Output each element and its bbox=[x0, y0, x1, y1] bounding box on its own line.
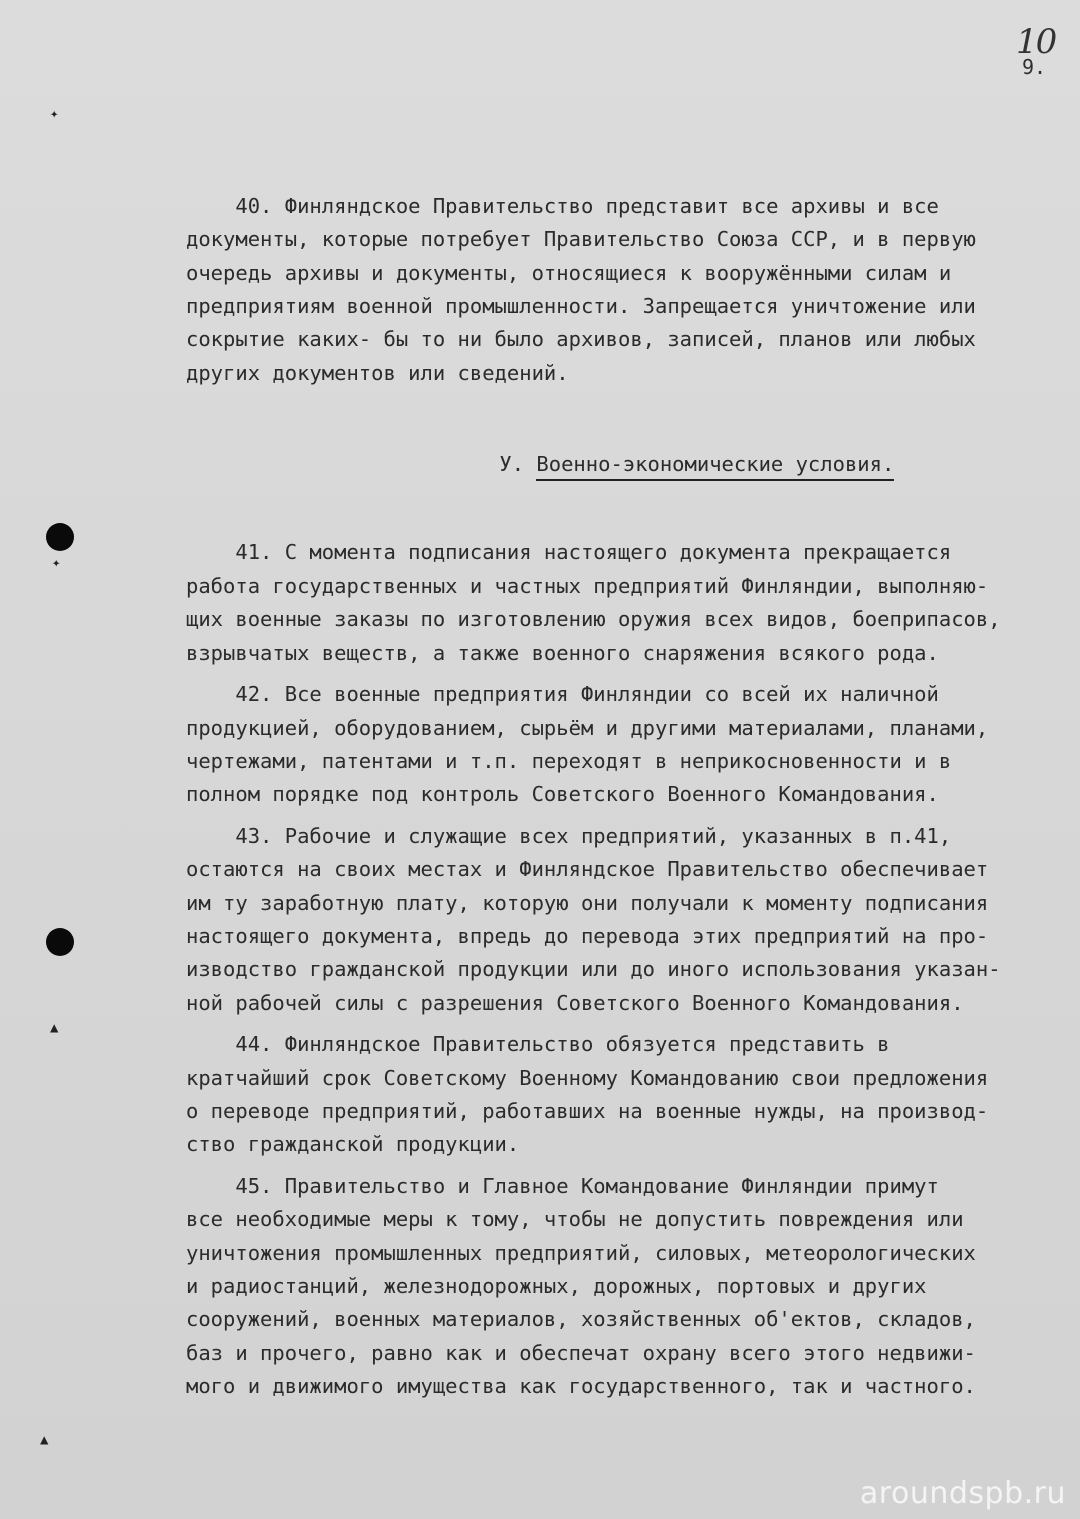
text-line: настоящего документа, впредь до перевода этих предприятий на про- bbox=[186, 923, 989, 948]
binder-hole-bottom bbox=[46, 928, 74, 956]
section-heading-number: У. bbox=[499, 451, 537, 476]
text-line: 45. Правительство и Главное Командование Финляндии примут bbox=[186, 1173, 939, 1198]
typed-page-number: 9. bbox=[1022, 55, 1047, 79]
watermark: aroundspb.ru bbox=[859, 1476, 1066, 1511]
paragraph bbox=[186, 820, 1066, 1020]
text-line: 42. Все военные предприятия Финляндии со всей их наличной bbox=[186, 682, 939, 707]
handwritten-page-number: 10 bbox=[1016, 22, 1056, 62]
text-line: мого и движимого имущества как государственного, так и частного. bbox=[186, 1374, 976, 1399]
paragraph bbox=[186, 536, 1066, 670]
paper-speck: ▲ bbox=[50, 1020, 59, 1036]
text-line: 43. Рабочие и служащие всех предприятий, указанных в п.41, bbox=[186, 823, 952, 848]
text-line: 41. С момента подписания настоящего документа прекращается bbox=[186, 540, 952, 565]
paragraph bbox=[186, 678, 1066, 812]
text-line: сооружений, военных материалов, хозяйственных об'ектов, складов, bbox=[186, 1307, 976, 1332]
text-line: уничтожения промышленных предприятий, силовых, метеорологических bbox=[186, 1240, 976, 1265]
text-line: ство гражданской продукции. bbox=[186, 1132, 520, 1157]
text-line: баз и прочего, равно как и обеспечат охрану всего этого недвижи- bbox=[186, 1340, 976, 1365]
text-line: документы, которые потребует Правительство Союза ССР, и в первую bbox=[186, 227, 976, 252]
section-heading bbox=[499, 448, 894, 481]
text-line: полном порядке под контроль Советского Военного Командования. bbox=[186, 782, 939, 807]
text-line: кратчайший срок Советскому Военному Командованию свои предложения bbox=[186, 1065, 989, 1090]
text-line: им ту заработную плату, которую они получали к моменту подписания bbox=[186, 890, 989, 915]
text-line: продукцией, оборудованием, сырьём и другими материалами, планами, bbox=[186, 715, 989, 740]
section-heading-title: Военно-экономические условия. bbox=[536, 452, 894, 481]
text-line: все необходимые меры к тому, чтобы не допустить повреждения или bbox=[186, 1207, 964, 1232]
text-line: изводство гражданской продукции или до иного использования указан- bbox=[186, 957, 1001, 982]
paper-speck: ✦ bbox=[50, 106, 59, 122]
text-line: чертежами, патентами и т.п. переходят в неприкосновенности и в bbox=[186, 748, 952, 773]
text-line: ной рабочей силы с разрешения Советского Военного Командования. bbox=[186, 990, 964, 1015]
document-body bbox=[186, 123, 1066, 1470]
text-line: других документов или сведений. bbox=[186, 360, 569, 385]
text-line: предприятиям военной промышленности. Запрещается уничтожение или bbox=[186, 294, 976, 319]
text-line: о переводе предприятий, работавших на военные нужды, на производ- bbox=[186, 1098, 989, 1123]
text-line: взрывчатых веществ, а также военного снаряжения всякого рода. bbox=[186, 640, 939, 665]
text-line: 44. Финляндское Правительство обязуется представить в bbox=[186, 1032, 890, 1057]
paper-speck: ✦ bbox=[52, 555, 61, 571]
paragraphs-after-heading bbox=[186, 536, 1066, 1403]
binder-hole-top bbox=[46, 523, 74, 551]
paragraph bbox=[186, 1170, 1066, 1404]
text-line: сокрытие каких- бы то ни было архивов, записей, планов или любых bbox=[186, 327, 976, 352]
text-line: очередь архивы и документы, относящиеся к вооружёнными силам и bbox=[186, 260, 952, 285]
text-line: щих военные заказы по изготовлению оружия всех видов, боеприпасов, bbox=[186, 607, 1001, 632]
paragraph bbox=[186, 1028, 1066, 1162]
text-line: работа государственных и частных предприятий Финляндии, выполняю- bbox=[186, 573, 989, 598]
text-line: 40. Финляндское Правительство представит все архивы и все bbox=[186, 193, 939, 218]
text-line: остаются на своих местах и Финляндское Правительство обеспечивает bbox=[186, 857, 989, 882]
paragraph bbox=[186, 190, 1066, 390]
paper-speck: ▲ bbox=[40, 1432, 49, 1448]
paragraphs-before-heading bbox=[186, 190, 1066, 390]
text-line: и радиостанций, железнодорожных, дорожных, портовых и других bbox=[186, 1274, 927, 1298]
